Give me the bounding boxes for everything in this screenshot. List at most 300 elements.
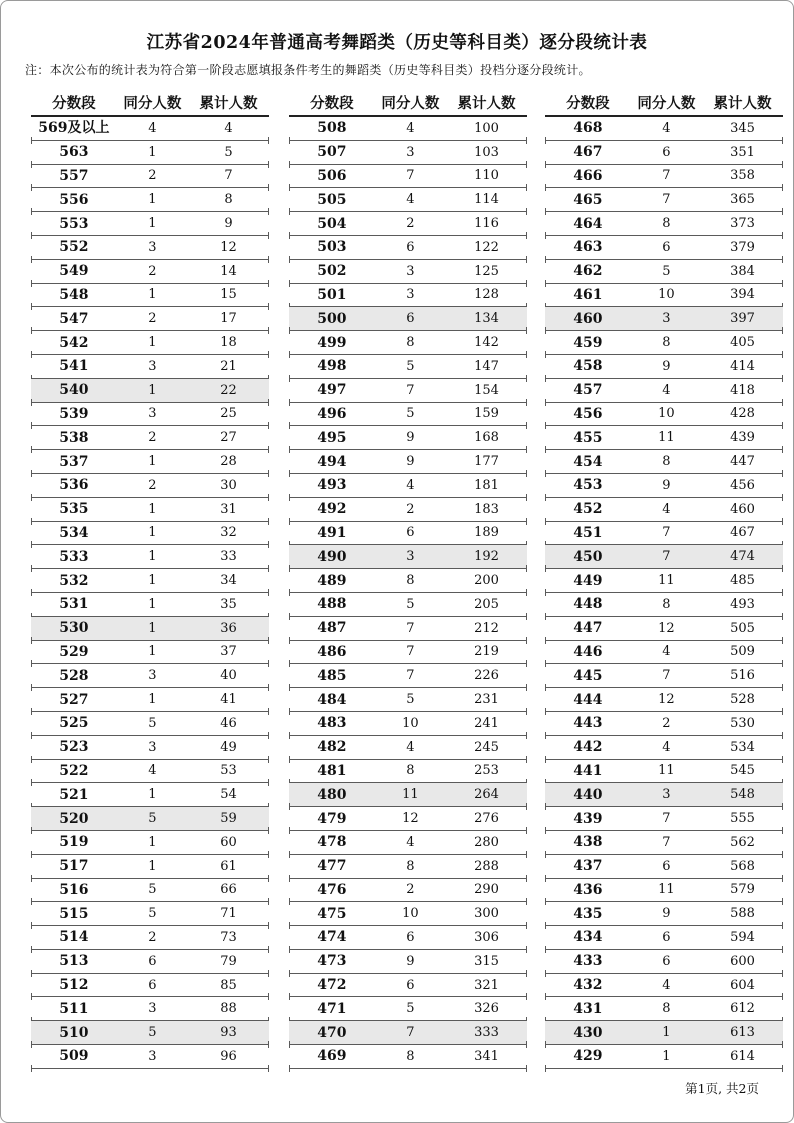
cell-score-segment: 493 xyxy=(317,477,347,494)
cell-score-segment: 557 xyxy=(59,167,89,184)
table-row xyxy=(31,331,269,355)
cell-score-segment: 439 xyxy=(573,810,603,827)
table-row xyxy=(31,260,269,284)
cell-cumulative-count: 509 xyxy=(730,644,755,660)
cell-cumulative-count: 22 xyxy=(220,382,237,398)
cell-score-segment: 528 xyxy=(59,667,89,684)
cell-cumulative-count: 61 xyxy=(220,858,237,874)
cell-cumulative-count: 66 xyxy=(220,882,237,898)
cell-cumulative-count: 397 xyxy=(730,311,755,327)
cell-same-score-count: 10 xyxy=(402,715,419,731)
cell-same-score-count: 1 xyxy=(148,573,157,589)
cell-same-score-count: 9 xyxy=(662,358,671,374)
cell-score-segment: 529 xyxy=(59,643,89,660)
table-row xyxy=(545,617,783,641)
cell-same-score-count: 10 xyxy=(658,287,675,303)
cell-score-segment: 446 xyxy=(573,643,603,660)
cell-cumulative-count: 8 xyxy=(224,192,233,208)
table-row xyxy=(31,355,269,379)
table-row xyxy=(289,712,527,736)
cell-cumulative-count: 21 xyxy=(220,358,237,374)
cell-same-score-count: 1 xyxy=(148,692,157,708)
cell-score-segment: 483 xyxy=(317,715,347,732)
cell-cumulative-count: 280 xyxy=(474,834,499,850)
cell-same-score-count: 6 xyxy=(662,144,671,160)
cell-score-segment: 441 xyxy=(573,762,603,779)
cell-score-segment: 504 xyxy=(317,215,347,232)
cell-cumulative-count: 241 xyxy=(474,715,499,731)
page-number-label: 第1页, 共2页 xyxy=(685,1081,759,1096)
cell-cumulative-count: 365 xyxy=(730,192,755,208)
table-row xyxy=(31,902,269,926)
table-row xyxy=(545,1021,783,1045)
score-table-column-2 xyxy=(289,89,527,1069)
table-row xyxy=(545,593,783,617)
cell-cumulative-count: 25 xyxy=(220,406,237,422)
cell-score-segment: 534 xyxy=(59,524,89,541)
cell-score-segment: 484 xyxy=(317,691,347,708)
cell-cumulative-count: 103 xyxy=(474,144,499,160)
table-row xyxy=(289,569,527,593)
cell-same-score-count: 3 xyxy=(148,1001,157,1017)
cell-same-score-count: 8 xyxy=(406,763,415,779)
table-row xyxy=(545,165,783,189)
cell-same-score-count: 9 xyxy=(662,477,671,493)
cell-same-score-count: 4 xyxy=(662,501,671,517)
cell-same-score-count: 2 xyxy=(148,929,157,945)
cell-cumulative-count: 49 xyxy=(220,739,237,755)
cell-score-segment: 514 xyxy=(59,929,89,946)
cell-cumulative-count: 168 xyxy=(474,430,499,446)
cell-same-score-count: 10 xyxy=(402,906,419,922)
table-row xyxy=(31,212,269,236)
cell-same-score-count: 6 xyxy=(406,239,415,255)
cell-cumulative-count: 147 xyxy=(474,358,499,374)
cell-same-score-count: 7 xyxy=(406,620,415,636)
cell-cumulative-count: 183 xyxy=(474,501,499,517)
table-row xyxy=(289,236,527,260)
table-row xyxy=(31,879,269,903)
cell-same-score-count: 6 xyxy=(662,239,671,255)
cell-score-segment: 491 xyxy=(317,524,347,541)
cell-same-score-count: 6 xyxy=(662,858,671,874)
cell-cumulative-count: 373 xyxy=(730,216,755,232)
score-table-column-1 xyxy=(31,89,269,1069)
cell-cumulative-count: 315 xyxy=(474,953,499,969)
cell-same-score-count: 7 xyxy=(662,192,671,208)
cell-score-segment: 513 xyxy=(59,953,89,970)
table-row xyxy=(289,902,527,926)
cell-cumulative-count: 333 xyxy=(474,1025,499,1041)
table-row xyxy=(545,712,783,736)
cell-cumulative-count: 30 xyxy=(220,477,237,493)
cell-same-score-count: 1 xyxy=(148,787,157,803)
cell-score-segment: 563 xyxy=(59,144,89,161)
cell-score-segment: 476 xyxy=(317,881,347,898)
table-row xyxy=(545,522,783,546)
table-row xyxy=(31,498,269,522)
table-row xyxy=(289,284,527,308)
cell-cumulative-count: 40 xyxy=(220,668,237,684)
cell-same-score-count: 7 xyxy=(662,549,671,565)
cell-same-score-count: 11 xyxy=(658,763,675,779)
table-row xyxy=(545,498,783,522)
cell-same-score-count: 4 xyxy=(662,382,671,398)
cell-same-score-count: 4 xyxy=(662,977,671,993)
cell-same-score-count: 1 xyxy=(148,549,157,565)
table-row xyxy=(545,855,783,879)
cell-cumulative-count: 110 xyxy=(474,168,499,184)
cell-same-score-count: 7 xyxy=(406,1025,415,1041)
cell-cumulative-count: 612 xyxy=(730,1001,755,1017)
cell-same-score-count: 4 xyxy=(662,739,671,755)
cell-same-score-count: 3 xyxy=(148,239,157,255)
cell-score-segment: 530 xyxy=(59,620,89,637)
cell-same-score-count: 3 xyxy=(148,1048,157,1064)
cell-score-segment: 533 xyxy=(59,548,89,565)
table-header xyxy=(31,89,269,117)
table-row xyxy=(31,188,269,212)
cell-score-segment: 440 xyxy=(573,786,603,803)
header-score-segment: 分数段 xyxy=(52,94,96,112)
cell-score-segment: 487 xyxy=(317,620,347,637)
table-row xyxy=(289,379,527,403)
cell-cumulative-count: 154 xyxy=(474,382,499,398)
cell-cumulative-count: 345 xyxy=(730,120,755,136)
cell-score-segment: 479 xyxy=(317,810,347,827)
cell-cumulative-count: 384 xyxy=(730,263,755,279)
header-cumulative-count: 累计人数 xyxy=(457,94,516,112)
table-row xyxy=(545,926,783,950)
cell-cumulative-count: 290 xyxy=(474,882,499,898)
table-row xyxy=(545,355,783,379)
cell-cumulative-count: 7 xyxy=(224,168,233,184)
cell-score-segment: 431 xyxy=(573,1000,603,1017)
cell-cumulative-count: 96 xyxy=(220,1048,237,1064)
cell-same-score-count: 4 xyxy=(406,120,415,136)
table-row xyxy=(289,974,527,998)
cell-same-score-count: 8 xyxy=(406,335,415,351)
cell-score-segment: 537 xyxy=(59,453,89,470)
table-row xyxy=(289,212,527,236)
cell-cumulative-count: 37 xyxy=(220,644,237,660)
cell-cumulative-count: 116 xyxy=(474,216,499,232)
cell-same-score-count: 6 xyxy=(406,977,415,993)
table-row xyxy=(289,688,527,712)
cell-score-segment: 541 xyxy=(59,358,89,375)
cell-same-score-count: 5 xyxy=(148,1025,157,1041)
cell-score-segment: 531 xyxy=(59,596,89,613)
table-row xyxy=(289,760,527,784)
cell-score-segment: 548 xyxy=(59,286,89,303)
table-row xyxy=(289,403,527,427)
cell-cumulative-count: 12 xyxy=(220,239,237,255)
table-row xyxy=(289,426,527,450)
cell-same-score-count: 3 xyxy=(662,311,671,327)
page-title: 江苏省2024年普通高考舞蹈类（历史等科目类）逐分段统计表 xyxy=(146,33,648,53)
cell-same-score-count: 3 xyxy=(148,739,157,755)
cell-same-score-count: 8 xyxy=(406,858,415,874)
cell-same-score-count: 2 xyxy=(148,311,157,327)
cell-score-segment: 495 xyxy=(317,429,347,446)
table-row xyxy=(31,950,269,974)
table-row xyxy=(545,664,783,688)
cell-same-score-count: 5 xyxy=(406,1001,415,1017)
cell-same-score-count: 5 xyxy=(148,715,157,731)
cell-score-segment: 540 xyxy=(59,382,89,399)
cell-same-score-count: 6 xyxy=(406,311,415,327)
cell-cumulative-count: 71 xyxy=(220,906,237,922)
cell-same-score-count: 1 xyxy=(148,192,157,208)
cell-cumulative-count: 53 xyxy=(220,763,237,779)
cell-same-score-count: 11 xyxy=(658,430,675,446)
cell-score-segment: 497 xyxy=(317,382,347,399)
cell-cumulative-count: 604 xyxy=(730,977,755,993)
cell-cumulative-count: 46 xyxy=(220,715,237,731)
table-row xyxy=(31,783,269,807)
cell-cumulative-count: 428 xyxy=(730,406,755,422)
cell-cumulative-count: 493 xyxy=(730,596,755,612)
table-row xyxy=(289,641,527,665)
table-header xyxy=(289,89,527,117)
score-table-column-3 xyxy=(545,89,783,1069)
cell-cumulative-count: 35 xyxy=(220,596,237,612)
cell-score-segment: 463 xyxy=(573,239,603,256)
cell-same-score-count: 2 xyxy=(148,168,157,184)
cell-cumulative-count: 142 xyxy=(474,335,499,351)
table-row xyxy=(31,545,269,569)
cell-cumulative-count: 41 xyxy=(220,692,237,708)
cell-score-segment: 451 xyxy=(573,524,603,541)
cell-same-score-count: 1 xyxy=(148,596,157,612)
cell-score-segment: 490 xyxy=(317,548,347,565)
header-cumulative-count: 累计人数 xyxy=(713,94,772,112)
cell-cumulative-count: 122 xyxy=(474,239,499,255)
cell-same-score-count: 2 xyxy=(406,882,415,898)
table-row xyxy=(545,950,783,974)
cell-score-segment: 542 xyxy=(59,334,89,351)
table-row xyxy=(545,284,783,308)
cell-same-score-count: 4 xyxy=(662,120,671,136)
cell-same-score-count: 2 xyxy=(406,216,415,232)
cell-score-segment: 455 xyxy=(573,429,603,446)
cell-score-segment: 435 xyxy=(573,905,603,922)
cell-score-segment: 465 xyxy=(573,191,603,208)
cell-cumulative-count: 33 xyxy=(220,549,237,565)
cell-score-segment: 503 xyxy=(317,239,347,256)
cell-cumulative-count: 5 xyxy=(224,144,233,160)
cell-cumulative-count: 306 xyxy=(474,929,499,945)
cell-cumulative-count: 14 xyxy=(220,263,237,279)
table-row xyxy=(31,426,269,450)
cell-score-segment: 433 xyxy=(573,953,603,970)
table-row xyxy=(545,260,783,284)
cell-cumulative-count: 231 xyxy=(474,692,499,708)
table-row xyxy=(31,807,269,831)
cell-score-segment: 569及以上 xyxy=(38,120,110,137)
table-row xyxy=(289,165,527,189)
table-row xyxy=(31,855,269,879)
cell-cumulative-count: 358 xyxy=(730,168,755,184)
header-same-score-count: 同分人数 xyxy=(637,94,696,112)
cell-score-segment: 494 xyxy=(317,453,347,470)
cell-score-segment: 556 xyxy=(59,191,89,208)
table-row xyxy=(545,974,783,998)
table-row xyxy=(31,831,269,855)
table-row xyxy=(545,545,783,569)
cell-score-segment: 523 xyxy=(59,739,89,756)
table-row xyxy=(289,188,527,212)
table-row xyxy=(545,236,783,260)
cell-score-segment: 434 xyxy=(573,929,603,946)
table-row xyxy=(289,617,527,641)
cell-same-score-count: 1 xyxy=(662,1025,671,1041)
cell-score-segment: 470 xyxy=(317,1024,347,1041)
cell-score-segment: 500 xyxy=(317,310,347,327)
cell-cumulative-count: 27 xyxy=(220,430,237,446)
cell-score-segment: 469 xyxy=(317,1048,347,1065)
table-row xyxy=(31,664,269,688)
cell-same-score-count: 11 xyxy=(402,787,419,803)
table-row xyxy=(289,855,527,879)
cell-same-score-count: 3 xyxy=(148,668,157,684)
cell-cumulative-count: 128 xyxy=(474,287,499,303)
cell-same-score-count: 1 xyxy=(148,454,157,470)
table-row xyxy=(545,379,783,403)
cell-cumulative-count: 568 xyxy=(730,858,755,874)
cell-score-segment: 474 xyxy=(317,929,347,946)
cell-score-segment: 442 xyxy=(573,739,603,756)
cell-score-segment: 449 xyxy=(573,572,603,589)
cell-score-segment: 538 xyxy=(59,429,89,446)
cell-cumulative-count: 73 xyxy=(220,929,237,945)
table-row xyxy=(545,736,783,760)
cell-same-score-count: 6 xyxy=(662,953,671,969)
cell-score-segment: 549 xyxy=(59,263,89,280)
table-row xyxy=(545,807,783,831)
cell-same-score-count: 4 xyxy=(406,477,415,493)
cell-score-segment: 432 xyxy=(573,977,603,994)
table-row xyxy=(289,307,527,331)
table-row xyxy=(289,498,527,522)
cell-same-score-count: 8 xyxy=(662,216,671,232)
cell-score-segment: 547 xyxy=(59,310,89,327)
cell-same-score-count: 8 xyxy=(662,1001,671,1017)
table-row xyxy=(289,474,527,498)
table-row xyxy=(289,831,527,855)
table-row xyxy=(289,997,527,1021)
cell-cumulative-count: 418 xyxy=(730,382,755,398)
table-row xyxy=(289,807,527,831)
cell-score-segment: 452 xyxy=(573,501,603,518)
cell-cumulative-count: 562 xyxy=(730,834,755,850)
cell-score-segment: 462 xyxy=(573,263,603,280)
cell-score-segment: 461 xyxy=(573,286,603,303)
cell-score-segment: 553 xyxy=(59,215,89,232)
cell-same-score-count: 7 xyxy=(406,668,415,684)
cell-score-segment: 447 xyxy=(573,620,603,637)
cell-cumulative-count: 548 xyxy=(730,787,755,803)
cell-score-segment: 521 xyxy=(59,786,89,803)
cell-same-score-count: 1 xyxy=(148,525,157,541)
cell-score-segment: 464 xyxy=(573,215,603,232)
cell-score-segment: 477 xyxy=(317,858,347,875)
cell-score-segment: 527 xyxy=(59,691,89,708)
cell-same-score-count: 9 xyxy=(406,430,415,446)
cell-same-score-count: 5 xyxy=(406,358,415,374)
cell-cumulative-count: 125 xyxy=(474,263,499,279)
cell-cumulative-count: 288 xyxy=(474,858,499,874)
table-row xyxy=(289,141,527,165)
table-row xyxy=(545,212,783,236)
cell-cumulative-count: 100 xyxy=(474,120,499,136)
cell-score-segment: 509 xyxy=(59,1048,89,1065)
cell-score-segment: 499 xyxy=(317,334,347,351)
cell-score-segment: 481 xyxy=(317,762,347,779)
table-row xyxy=(545,403,783,427)
cell-cumulative-count: 528 xyxy=(730,692,755,708)
cell-same-score-count: 1 xyxy=(148,644,157,660)
cell-cumulative-count: 32 xyxy=(220,525,237,541)
table-row xyxy=(31,450,269,474)
cell-score-segment: 468 xyxy=(573,120,603,137)
cell-score-segment: 489 xyxy=(317,572,347,589)
cell-score-segment: 429 xyxy=(573,1048,603,1065)
cell-cumulative-count: 614 xyxy=(730,1048,755,1064)
cell-score-segment: 510 xyxy=(59,1024,89,1041)
table-row xyxy=(31,1021,269,1045)
cell-cumulative-count: 93 xyxy=(220,1025,237,1041)
cell-score-segment: 454 xyxy=(573,453,603,470)
table-row xyxy=(31,165,269,189)
cell-cumulative-count: 192 xyxy=(474,549,499,565)
cell-score-segment: 436 xyxy=(573,881,603,898)
cell-score-segment: 488 xyxy=(317,596,347,613)
cell-score-segment: 536 xyxy=(59,477,89,494)
cell-score-segment: 539 xyxy=(59,405,89,422)
cell-same-score-count: 2 xyxy=(148,477,157,493)
table-body xyxy=(31,117,269,1069)
cell-same-score-count: 8 xyxy=(406,1048,415,1064)
cell-cumulative-count: 516 xyxy=(730,668,755,684)
table-row xyxy=(545,474,783,498)
cell-score-segment: 457 xyxy=(573,382,603,399)
cell-score-segment: 511 xyxy=(59,1000,89,1017)
table-row xyxy=(31,688,269,712)
header-score-segment: 分数段 xyxy=(310,94,354,112)
table-row xyxy=(31,617,269,641)
cell-score-segment: 444 xyxy=(573,691,603,708)
cell-cumulative-count: 212 xyxy=(474,620,499,636)
cell-cumulative-count: 264 xyxy=(474,787,499,803)
table-row xyxy=(31,522,269,546)
cell-cumulative-count: 15 xyxy=(220,287,237,303)
cell-score-segment: 459 xyxy=(573,334,603,351)
cell-same-score-count: 7 xyxy=(406,382,415,398)
cell-cumulative-count: 159 xyxy=(474,406,499,422)
table-row xyxy=(289,522,527,546)
cell-same-score-count: 8 xyxy=(406,573,415,589)
cell-score-segment: 438 xyxy=(573,834,603,851)
note-text: 注：本次公布的统计表为符合第一阶段志愿填报条件考生的舞蹈类（历史等科目类）投档分逐分段统计。 xyxy=(25,63,591,77)
table-row xyxy=(545,760,783,784)
cell-same-score-count: 9 xyxy=(406,953,415,969)
table-row xyxy=(31,641,269,665)
cell-same-score-count: 9 xyxy=(662,906,671,922)
cell-cumulative-count: 460 xyxy=(730,501,755,517)
cell-cumulative-count: 4 xyxy=(224,120,233,136)
cell-cumulative-count: 9 xyxy=(224,216,233,232)
